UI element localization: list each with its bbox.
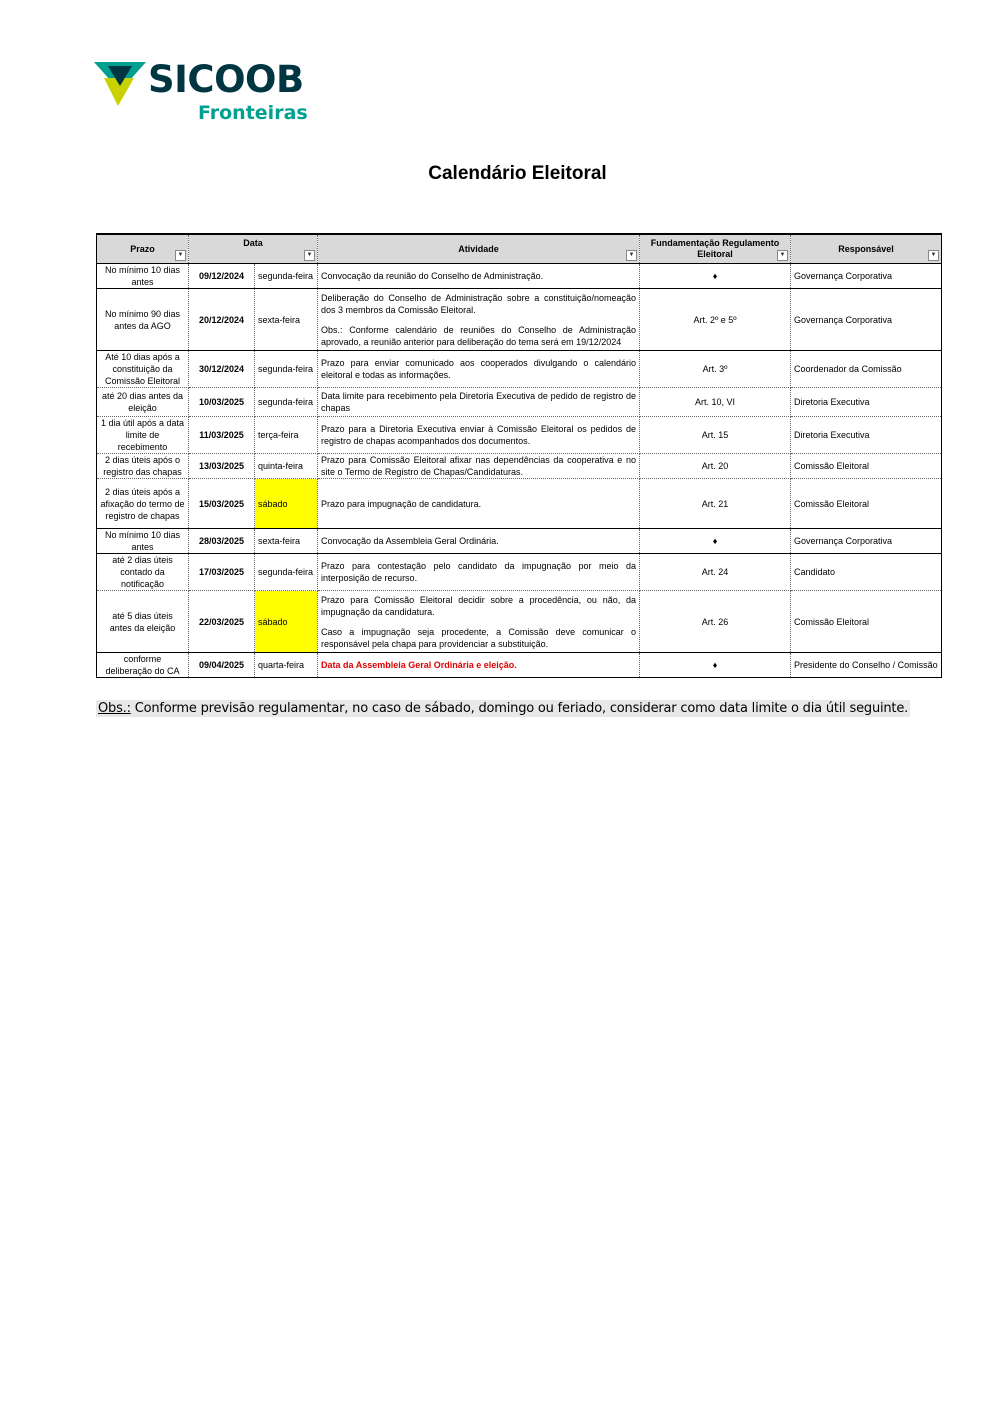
cell-dia: sexta-feira <box>255 289 318 351</box>
table-row <box>97 529 942 554</box>
cell-atividade: Prazo para contestação pelo candidato da impugnação por meio da interposição de recurso. <box>318 554 640 591</box>
cell-responsavel: Comissão Eleitoral <box>791 479 942 529</box>
atividade-note: Obs.: Conforme calendário de reuniões do Conselho de Administração aprovado, a reunião anterior para deliberação do tema será em 19/12/2024 <box>321 324 637 347</box>
cell-fundamentacao: ♦ <box>640 653 791 678</box>
cell-atividade: Data da Assembleia Geral Ordinária e eleição. <box>318 653 640 678</box>
atividade-note: Caso a impugnação seja procedente, a Comissão deve comunicar o responsável pela chapa para providenciar a substituição. <box>321 626 637 649</box>
cell-data: 10/03/2025 <box>189 388 255 417</box>
cell-dia: segunda-feira <box>255 388 318 417</box>
cell-fundamentacao: Art. 20 <box>640 454 791 479</box>
cell-responsavel: Coordenador da Comissão <box>791 351 942 388</box>
cell-atividade: Prazo para Comissão Eleitoral afixar nas dependências da cooperativa e no site o Termo de Registro de Chapas/Candidaturas. <box>318 454 640 479</box>
table-row <box>97 554 942 591</box>
cell-dia: segunda-feira <box>255 264 318 289</box>
logo-subtitle: Fronteiras <box>198 102 308 124</box>
cell-atividade <box>318 289 640 351</box>
filter-dropdown-icon[interactable]: ▼ <box>777 250 788 261</box>
page-title: Calendário Eleitoral <box>428 163 607 184</box>
cell-dia: sexta-feira <box>255 529 318 554</box>
cell-data: 30/12/2024 <box>189 351 255 388</box>
cell-dia: quarta-feira <box>255 653 318 678</box>
table-row <box>97 479 942 529</box>
cell-fundamentacao: ♦ <box>640 529 791 554</box>
cell-prazo: até 5 dias úteis antes da eleição <box>97 591 189 653</box>
table-row <box>97 289 942 351</box>
cell-data: 28/03/2025 <box>189 529 255 554</box>
cell-dia: sábado <box>255 591 318 653</box>
cell-fundamentacao: Art. 21 <box>640 479 791 529</box>
cell-dia: segunda-feira <box>255 554 318 591</box>
filter-dropdown-icon[interactable]: ▼ <box>928 250 939 261</box>
cell-prazo: 1 dia útil após a data limite de recebimento <box>97 417 189 454</box>
logo-brand: SICOOB <box>148 58 304 101</box>
header-responsavel: Responsável ▼ <box>791 234 942 264</box>
cell-dia: quinta-feira <box>255 454 318 479</box>
cell-prazo: No mínimo 10 dias antes <box>97 529 189 554</box>
cell-dia: sábado <box>255 479 318 529</box>
filter-dropdown-icon[interactable]: ▼ <box>304 250 315 261</box>
cell-data: 13/03/2025 <box>189 454 255 479</box>
sicoob-logo-icon <box>94 60 146 108</box>
cell-responsavel: Presidente do Conselho / Comissão <box>791 653 942 678</box>
footnote <box>96 700 910 717</box>
cell-prazo: 2 dias úteis após a afixação do termo de registro de chapas <box>97 479 189 529</box>
calendar-table <box>96 233 942 678</box>
header-data: Data ▼ <box>189 234 318 264</box>
atividade-text: Prazo para Comissão Eleitoral decidir sobre a procedência, ou não, da impugnação da candidatura. <box>321 594 637 617</box>
cell-dia: segunda-feira <box>255 351 318 388</box>
cell-prazo: até 20 dias antes da eleição <box>97 388 189 417</box>
table-header-row <box>97 234 942 264</box>
cell-atividade: Convocação da Assembleia Geral Ordinária. <box>318 529 640 554</box>
table-row <box>97 454 942 479</box>
cell-atividade: Prazo para a Diretoria Executiva enviar à Comissão Eleitoral os pedidos de registro de chapas acompanhados dos documentos. <box>318 417 640 454</box>
cell-atividade: Prazo para enviar comunicado aos cooperados divulgando o calendário eleitoral e todas as informações. <box>318 351 640 388</box>
table-row <box>97 264 942 289</box>
cell-responsavel: Diretoria Executiva <box>791 417 942 454</box>
cell-responsavel: Comissão Eleitoral <box>791 454 942 479</box>
cell-data: 15/03/2025 <box>189 479 255 529</box>
cell-responsavel: Diretoria Executiva <box>791 388 942 417</box>
cell-data: 17/03/2025 <box>189 554 255 591</box>
cell-responsavel: Comissão Eleitoral <box>791 591 942 653</box>
cell-responsavel: Governança Corporativa <box>791 529 942 554</box>
cell-prazo: até 2 dias úteis contado da notificação <box>97 554 189 591</box>
cell-data: 09/04/2025 <box>189 653 255 678</box>
cell-atividade: Convocação da reunião do Conselho de Administração. <box>318 264 640 289</box>
cell-prazo: No mínimo 10 dias antes <box>97 264 189 289</box>
cell-data: 11/03/2025 <box>189 417 255 454</box>
cell-fundamentacao: Art. 15 <box>640 417 791 454</box>
cell-responsavel: Governança Corporativa <box>791 289 942 351</box>
cell-fundamentacao: Art. 10, VI <box>640 388 791 417</box>
table-row <box>97 653 942 678</box>
cell-fundamentacao: Art. 26 <box>640 591 791 653</box>
header-fundamentacao: Fundamentação Regulamento Eleitoral ▼ <box>640 234 791 264</box>
cell-fundamentacao: Art. 3º <box>640 351 791 388</box>
cell-atividade: Prazo para impugnação de candidatura. <box>318 479 640 529</box>
cell-data: 22/03/2025 <box>189 591 255 653</box>
cell-atividade <box>318 591 640 653</box>
header-atividade: Atividade ▼ <box>318 234 640 264</box>
cell-responsavel: Governança Corporativa <box>791 264 942 289</box>
cell-fundamentacao: ♦ <box>640 264 791 289</box>
cell-fundamentacao: Art. 24 <box>640 554 791 591</box>
filter-dropdown-icon[interactable]: ▼ <box>175 250 186 261</box>
logo <box>94 58 314 128</box>
table-row <box>97 351 942 388</box>
header-prazo: Prazo ▼ <box>97 234 189 264</box>
table-row <box>97 388 942 417</box>
cell-prazo: No mínimo 90 dias antes da AGO <box>97 289 189 351</box>
cell-prazo: conforme deliberação do CA <box>97 653 189 678</box>
table-row <box>97 591 942 653</box>
cell-data: 20/12/2024 <box>189 289 255 351</box>
cell-prazo: Até 10 dias após a constituição da Comissão Eleitoral <box>97 351 189 388</box>
filter-dropdown-icon[interactable]: ▼ <box>626 250 637 261</box>
cell-atividade: Data limite para recebimento pela Diretoria Executiva de pedido de registro de chapas <box>318 388 640 417</box>
footnote-label: Obs.: <box>98 701 131 716</box>
cell-prazo: 2 dias úteis após o registro das chapas <box>97 454 189 479</box>
cell-data: 09/12/2024 <box>189 264 255 289</box>
cell-dia: terça-feira <box>255 417 318 454</box>
footnote-text: Conforme previsão regulamentar, no caso de sábado, domingo ou feriado, considerar como data limite o dia útil seguinte. <box>130 701 909 716</box>
cell-responsavel: Candidato <box>791 554 942 591</box>
table-row <box>97 417 942 454</box>
cell-fundamentacao: Art. 2º e 5º <box>640 289 791 351</box>
atividade-text: Deliberação do Conselho de Administração sobre a constituição/nomeação dos 3 membros da Comissão Eleitoral. <box>321 292 637 315</box>
